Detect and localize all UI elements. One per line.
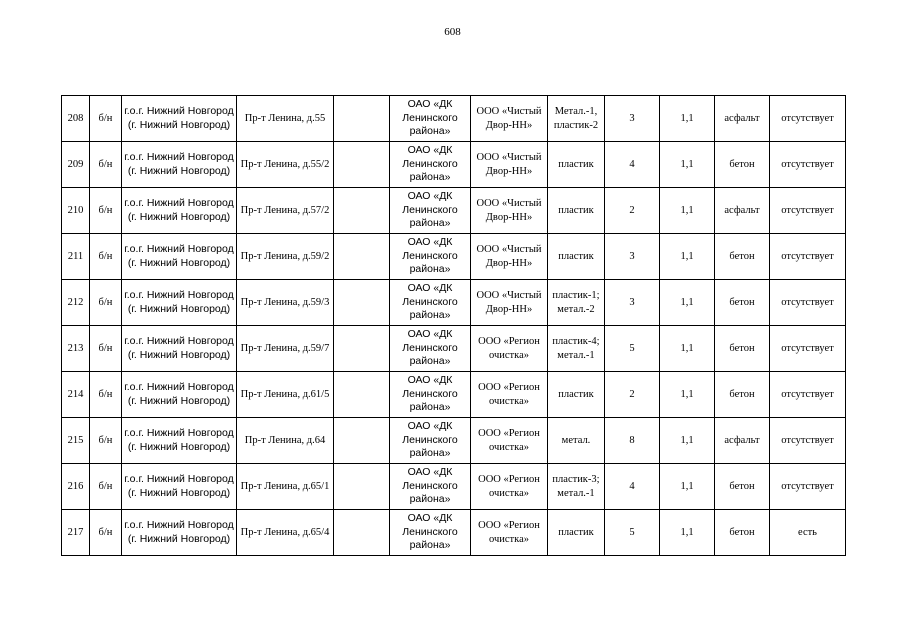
cell-city: г.о.г. Нижний Новгород (г. Нижний Новгород) [122,510,237,556]
cell-city: г.о.г. Нижний Новгород (г. Нижний Новгород) [122,464,237,510]
table-body [62,96,846,556]
cell-owner: ОАО «ДК Ленинского района» [390,280,471,326]
cell-container-volume: 1,1 [660,510,715,556]
cell-container-count: 2 [605,188,660,234]
cell-container-count: 2 [605,372,660,418]
cell-owner: ОАО «ДК Ленинского района» [390,234,471,280]
cell-blank [334,418,390,464]
table-row [62,280,846,326]
cell-surface: бетон [715,234,770,280]
cell-address: Пр-т Ленина, д.65/4 [237,510,334,556]
cell-owner: ОАО «ДК Ленинского района» [390,96,471,142]
cell-fence: отсутствует [770,234,846,280]
cell-address: Пр-т Ленина, д.55 [237,96,334,142]
cell-container-volume: 1,1 [660,96,715,142]
cell-container-count: 3 [605,234,660,280]
cell-surface: бетон [715,372,770,418]
cell-container-count: 4 [605,142,660,188]
cell-city: г.о.г. Нижний Новгород (г. Нижний Новгород) [122,280,237,326]
cell-number: 211 [62,234,90,280]
cell-surface: бетон [715,510,770,556]
cell-operator: ООО «Чистый Двор-НН» [471,96,548,142]
cell-container-type: пластик [548,234,605,280]
cell-operator: ООО «Чистый Двор-НН» [471,280,548,326]
cell-container-count: 5 [605,326,660,372]
cell-address: Пр-т Ленина, д.65/1 [237,464,334,510]
cell-code: б/н [90,96,122,142]
cell-operator: ООО «Регион очистка» [471,418,548,464]
cell-container-type: пластик [548,142,605,188]
cell-address: Пр-т Ленина, д.59/2 [237,234,334,280]
cell-blank [334,188,390,234]
cell-fence: отсутствует [770,96,846,142]
cell-surface: бетон [715,280,770,326]
cell-address: Пр-т Ленина, д.59/3 [237,280,334,326]
cell-city: г.о.г. Нижний Новгород (г. Нижний Новгород) [122,142,237,188]
cell-container-type: пластик-4; метал.-1 [548,326,605,372]
table-row [62,96,846,142]
cell-container-volume: 1,1 [660,372,715,418]
cell-container-count: 8 [605,418,660,464]
table-row [62,510,846,556]
cell-container-type: пластик [548,510,605,556]
cell-blank [334,96,390,142]
cell-container-volume: 1,1 [660,280,715,326]
cell-blank [334,326,390,372]
cell-surface: асфальт [715,188,770,234]
cell-fence: отсутствует [770,280,846,326]
cell-address: Пр-т Ленина, д.61/5 [237,372,334,418]
cell-owner: ОАО «ДК Ленинского района» [390,188,471,234]
cell-fence: есть [770,510,846,556]
table-row [62,234,846,280]
cell-address: Пр-т Ленина, д.64 [237,418,334,464]
cell-code: б/н [90,464,122,510]
table-row [62,372,846,418]
table-row [62,418,846,464]
cell-number: 212 [62,280,90,326]
cell-container-volume: 1,1 [660,234,715,280]
cell-operator: ООО «Регион очистка» [471,372,548,418]
cell-blank [334,234,390,280]
cell-container-count: 5 [605,510,660,556]
table-row [62,464,846,510]
cell-number: 214 [62,372,90,418]
cell-fence: отсутствует [770,326,846,372]
cell-number: 209 [62,142,90,188]
table-row [62,142,846,188]
cell-container-count: 3 [605,96,660,142]
cell-number: 215 [62,418,90,464]
cell-container-volume: 1,1 [660,188,715,234]
cell-surface: бетон [715,142,770,188]
cell-owner: ОАО «ДК Ленинского района» [390,418,471,464]
cell-fence: отсутствует [770,188,846,234]
cell-code: б/н [90,280,122,326]
cell-address: Пр-т Ленина, д.55/2 [237,142,334,188]
cell-container-type: пластик-1; метал.-2 [548,280,605,326]
cell-code: б/н [90,188,122,234]
cell-number: 217 [62,510,90,556]
cell-surface: бетон [715,326,770,372]
cell-container-volume: 1,1 [660,464,715,510]
table-row [62,188,846,234]
cell-city: г.о.г. Нижний Новгород (г. Нижний Новгород) [122,418,237,464]
cell-fence: отсутствует [770,418,846,464]
cell-container-volume: 1,1 [660,142,715,188]
cell-container-type: пластик [548,188,605,234]
cell-number: 210 [62,188,90,234]
cell-container-volume: 1,1 [660,326,715,372]
cell-container-type: Метал.-1, пластик-2 [548,96,605,142]
cell-operator: ООО «Чистый Двор-НН» [471,188,548,234]
table-row [62,326,846,372]
cell-blank [334,142,390,188]
cell-surface: асфальт [715,418,770,464]
cell-city: г.о.г. Нижний Новгород (г. Нижний Новгород) [122,234,237,280]
cell-owner: ОАО «ДК Ленинского района» [390,372,471,418]
cell-blank [334,510,390,556]
cell-number: 216 [62,464,90,510]
cell-number: 213 [62,326,90,372]
cell-fence: отсутствует [770,372,846,418]
cell-city: г.о.г. Нижний Новгород (г. Нижний Новгород) [122,96,237,142]
cell-city: г.о.г. Нижний Новгород (г. Нижний Новгород) [122,188,237,234]
cell-operator: ООО «Чистый Двор-НН» [471,234,548,280]
cell-blank [334,372,390,418]
cell-container-type: пластик [548,372,605,418]
page-number: 608 [444,26,461,38]
cell-operator: ООО «Регион очистка» [471,464,548,510]
cell-blank [334,280,390,326]
cell-city: г.о.г. Нижний Новгород (г. Нижний Новгород) [122,326,237,372]
cell-container-count: 4 [605,464,660,510]
cell-operator: ООО «Чистый Двор-НН» [471,142,548,188]
cell-operator: ООО «Регион очистка» [471,510,548,556]
waste-sites-table [61,95,846,556]
cell-number: 208 [62,96,90,142]
cell-fence: отсутствует [770,142,846,188]
cell-code: б/н [90,142,122,188]
cell-fence: отсутствует [770,464,846,510]
cell-address: Пр-т Ленина, д.57/2 [237,188,334,234]
cell-surface: асфальт [715,96,770,142]
cell-code: б/н [90,418,122,464]
cell-operator: ООО «Регион очистка» [471,326,548,372]
cell-blank [334,464,390,510]
cell-container-count: 3 [605,280,660,326]
cell-owner: ОАО «ДК Ленинского района» [390,464,471,510]
cell-container-type: пластик-3; метал.-1 [548,464,605,510]
cell-code: б/н [90,510,122,556]
cell-owner: ОАО «ДК Ленинского района» [390,510,471,556]
cell-address: Пр-т Ленина, д.59/7 [237,326,334,372]
cell-owner: ОАО «ДК Ленинского района» [390,142,471,188]
cell-surface: бетон [715,464,770,510]
cell-owner: ОАО «ДК Ленинского района» [390,326,471,372]
cell-code: б/н [90,372,122,418]
cell-code: б/н [90,234,122,280]
cell-code: б/н [90,326,122,372]
cell-container-type: метал. [548,418,605,464]
cell-container-volume: 1,1 [660,418,715,464]
cell-city: г.о.г. Нижний Новгород (г. Нижний Новгород) [122,372,237,418]
